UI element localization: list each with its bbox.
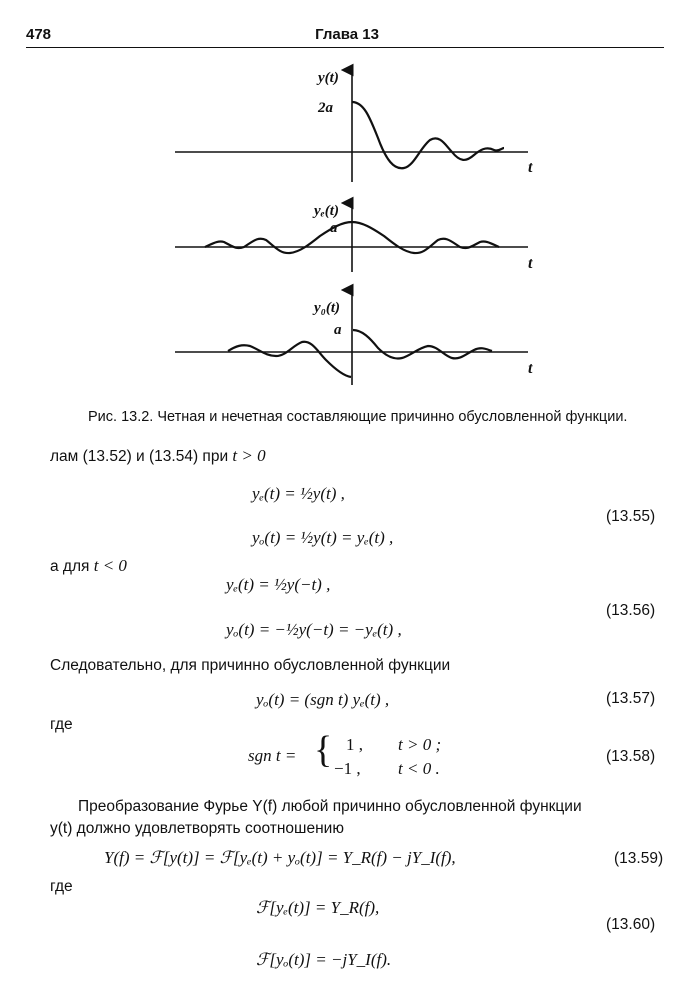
eq-13-58-case1-condition: t > 0 ; <box>398 735 442 754</box>
eq-13-57: yₒ(t) = (sgn t) yₑ(t) , <box>256 690 390 709</box>
panel2-ylabel: yₑ(t) <box>314 203 339 219</box>
intro-text: лам (13.52) и (13.54) при <box>50 448 229 465</box>
and-for-condition: t < 0 <box>93 556 127 575</box>
panel1-ylabel: y(t) <box>318 70 339 86</box>
figure-caption: Рис. 13.2. Четная и нечетная составляющие причинно обусловленной функции. <box>88 409 628 425</box>
eq-13-58-lhs: sgn t = <box>248 746 297 765</box>
panel1-amp-label: 2a <box>318 100 333 116</box>
eq-13-58-case2-value: −1 , <box>334 759 361 778</box>
eq-13-56-a: yₑ(t) = ½y(−t) , <box>226 575 331 594</box>
panel1-xlabel: t <box>528 159 533 176</box>
panel3-ylabel: y₀(t) <box>314 300 341 316</box>
intro-condition: t > 0 <box>232 446 266 465</box>
intro-line <box>50 446 266 466</box>
eq-13-58-brace: { <box>314 729 333 771</box>
paragraph-line-1: Преобразование Фурье Y(f) любой причинно обусловленной функции <box>78 798 582 815</box>
eq-13-55-number: (13.55) <box>606 508 656 525</box>
eq-13-59: Y(f) = ℱ[y(t)] = ℱ[yₑ(t) + yₒ(t)] = Y_R(f) − jY_I(f), <box>104 848 456 867</box>
eq-13-56-b: yₒ(t) = −½y(−t) = −yₑ(t) , <box>226 620 402 639</box>
panel3-amp-label: a <box>334 322 342 338</box>
and-for-line <box>50 556 127 576</box>
eq-13-58-case1-value: 1 , <box>346 735 363 754</box>
panel3-curve-neg <box>228 342 351 377</box>
paragraph-line-2: y(t) должно удовлетворять соотношению <box>50 820 344 837</box>
eq-13-57-number: (13.57) <box>606 690 656 707</box>
page-number: 478 <box>26 26 52 43</box>
eq-13-60-a: ℱ[yₑ(t)] = Y_R(f), <box>256 898 380 917</box>
panel3-xlabel: t <box>528 360 533 377</box>
eq-13-55-b: yₒ(t) = ½y(t) = yₑ(t) , <box>252 528 394 547</box>
panel2-amp-label: a <box>330 220 338 236</box>
and-for-text: а для <box>50 558 90 575</box>
eq-13-59-number: (13.59) <box>614 850 664 867</box>
chapter-title: Глава 13 <box>315 26 379 43</box>
eq-13-60-number: (13.60) <box>606 916 656 933</box>
panel2-xlabel: t <box>528 255 533 272</box>
where-text-1: где <box>50 716 73 733</box>
eq-13-58-case2-condition: t < 0 . <box>398 759 440 778</box>
eq-13-58-number: (13.58) <box>606 748 656 765</box>
figure-13-2 <box>0 0 694 400</box>
panel1-curve <box>352 102 504 168</box>
eq-13-56-number: (13.56) <box>606 602 656 619</box>
eq-13-60-b: ℱ[yₒ(t)] = −jY_I(f). <box>256 950 392 969</box>
where-text-2: где <box>50 878 73 895</box>
eq-13-55-a: yₑ(t) = ½y(t) , <box>252 484 345 503</box>
therefore-text: Следовательно, для причинно обусловленной функции <box>50 657 451 674</box>
panel3-curve-pos <box>353 330 492 359</box>
